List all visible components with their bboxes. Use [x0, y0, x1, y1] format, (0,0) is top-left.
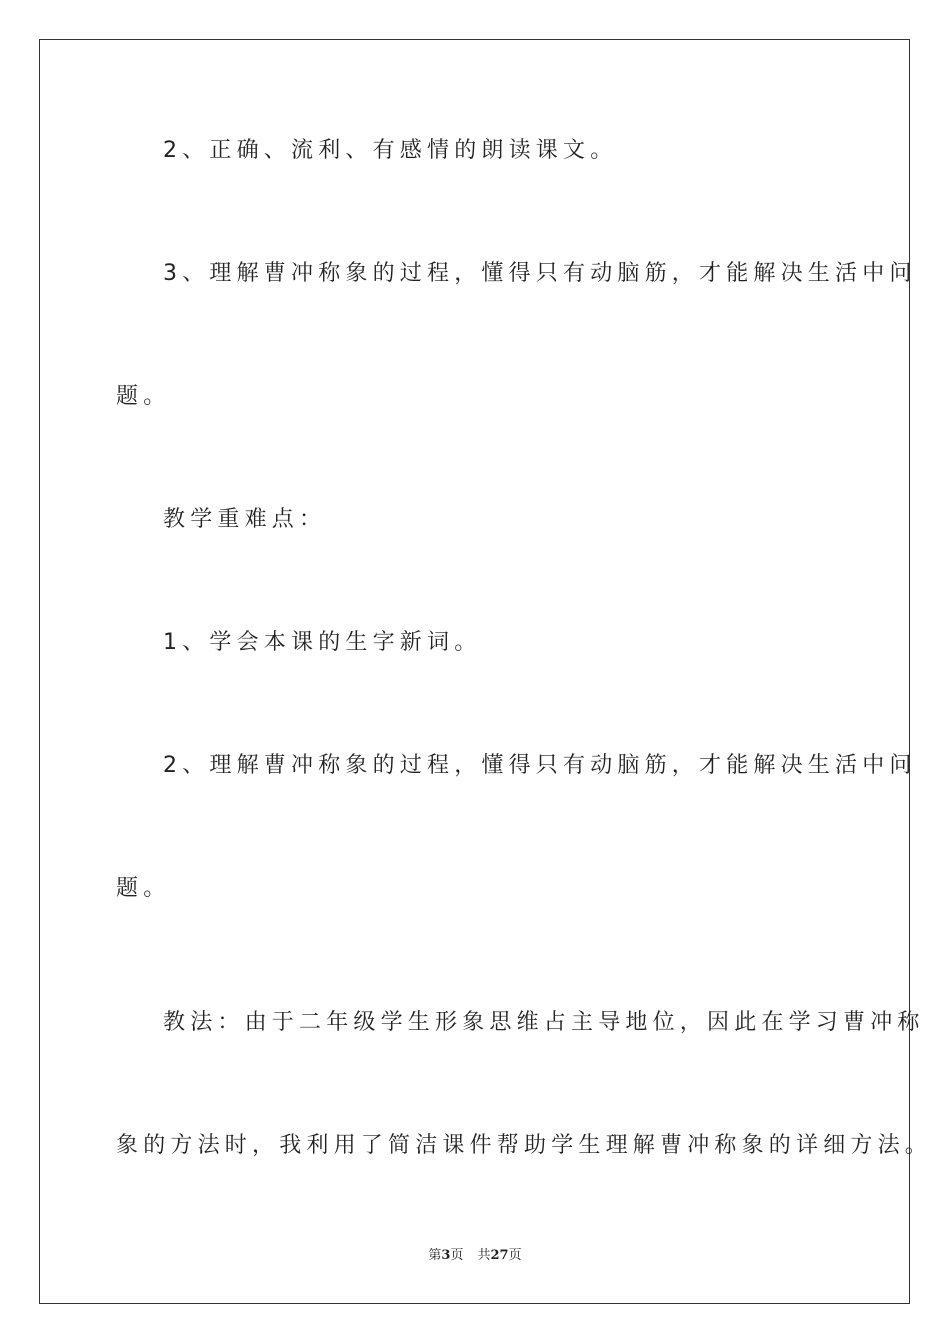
page-number: 3 — [441, 1248, 451, 1263]
objective-3-text: 3、理解曹冲称象的过程，懂得只有动脑筋，才能解决生活中问 — [163, 261, 917, 286]
key-point-2-continuation: 题。 — [116, 876, 171, 901]
key-points-heading: 教学重难点： — [163, 507, 327, 532]
total-suffix: 页 — [508, 1248, 522, 1263]
objective-2-text: 2、正确、流利、有感情的朗读课文。 — [163, 138, 618, 163]
objective-3-continuation: 题。 — [116, 384, 171, 409]
page-prefix: 第 — [428, 1248, 442, 1263]
page-footer — [0, 1247, 950, 1265]
page-suffix: 页 — [450, 1248, 464, 1263]
key-point-1-text: 1、学会本课的生字新词。 — [163, 630, 482, 655]
total-pages: 27 — [490, 1248, 509, 1263]
key-point-2-text: 2、理解曹冲称象的过程，懂得只有动脑筋，才能解决生活中问 — [163, 753, 917, 778]
teaching-method-text: 教法：由于二年级学生形象思维占主导地位，因此在学习曹冲称 — [163, 1010, 925, 1035]
page-border — [39, 39, 910, 1304]
teaching-method-continuation: 象的方法时，我利用了简洁课件帮助学生理解曹冲称象的详细方法。 — [116, 1133, 933, 1158]
total-prefix: 共 — [477, 1248, 491, 1263]
